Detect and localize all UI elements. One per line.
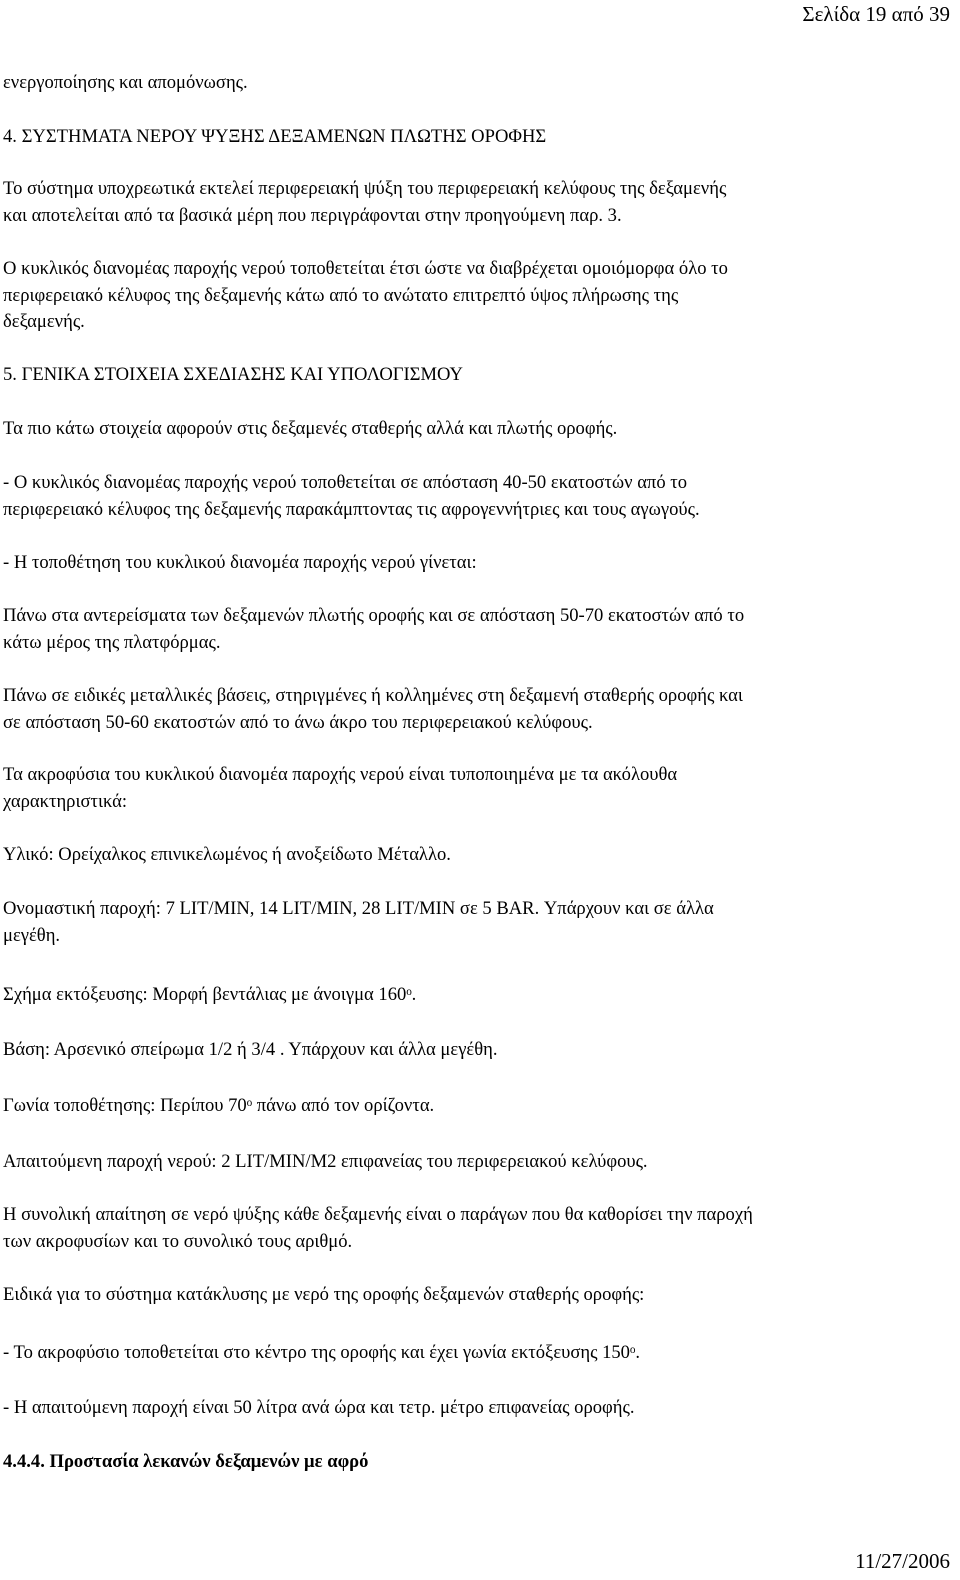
paragraph-nozzle-center: - Το ακροφύσιο τοποθετείται στο κέντρο της οροφής και έχει γωνία εκτόξευσης 150ᵒ. [3, 1342, 640, 1363]
spec-spray-shape: Σχήμα εκτόξευσης: Μορφή βεντάλιας με άνοιγμα 160ᵒ. [3, 984, 417, 1005]
page-footer-date: 11/27/2006 [855, 1549, 950, 1573]
spec-base: Βάση: Αρσενικό σπείρωμα 1/2 ή 3/4 . Υπάρχουν και άλλα μεγέθη. [3, 1039, 498, 1060]
spec-material: Υλικό: Ορείχαλκος επινικελωμένος ή ανοξείδωτο Μέταλλο. [3, 844, 451, 865]
paragraph-system-description: Το σύστημα υποχρεωτικά εκτελεί περιφερειακή ψύξη του περιφερειακή κελύφους της δεξαμενής και αποτελείται από τα βασικά μέρη που περιγράφονται στην προηγούμενη παρ. 3. [3, 178, 727, 226]
spec-angle: Γωνία τοποθέτησης: Περίπου 70ᵒ πάνω από τον ορίζοντα. [3, 1095, 435, 1116]
paragraph-required-rate: - Η απαιτούμενη παροχή είναι 50 λίτρα ανά ώρα και τετρ. μέτρο επιφανείας οροφής. [3, 1397, 635, 1418]
paragraph-fixed-roof-deluge: Ειδικά για το σύστημα κατάκλυσης με νερό της οροφής δεξαμενών σταθερής οροφής: [3, 1284, 645, 1305]
section-heading-4: 4. ΣΥΣΤΗΜΑΤΑ ΝΕΡΟΥ ΨΥΞΗΣ ΔΕΞΑΜΕΝΩΝ ΠΛΩΤΗΣ ΟΡΟΦΗΣ [3, 126, 547, 147]
paragraph-nozzles: Τα ακροφύσια του κυκλικού διανομέα παροχής νερού είναι τυποποιημένα με τα ακόλουθα χαρακτηριστικά: [3, 764, 678, 812]
paragraph-general-data: Τα πιο κάτω στοιχεία αφορούν στις δεξαμενές σταθερής αλλά και πλωτής οροφής. [3, 418, 618, 439]
paragraph-ring-distributor: Ο κυκλικός διανομέας παροχής νερού τοποθετείται έτσι ώστε να διαβρέχεται ομοιόμορφα όλο το περιφερειακό κέλυφος της δεξαμενής κάτω από το ανώτατο επιτρεπτό ύψος πλήρωσης της δεξαμενής. [3, 258, 728, 332]
section-heading-5: 5. ΓΕΝΙΚΑ ΣΤΟΙΧΕΙΑ ΣΧΕΔΙΑΣΗΣ ΚΑΙ ΥΠΟΛΟΓΙΣΜΟΥ [3, 364, 463, 385]
paragraph-total-demand: Η συνολική απαίτηση σε νερό ψύξης κάθε δεξαμενής είναι ο παράγων που θα καθορίσει την παροχή των ακροφυσίων και το συνολικό τους αριθμό. [3, 1204, 753, 1252]
paragraph-floating-roof: Πάνω στα αντερείσματα των δεξαμενών πλωτής οροφής και σε απόσταση 50-70 εκατοστών από το κάτω μέρος της πλατφόρμας. [3, 605, 745, 653]
paragraph-fixed-roof: Πάνω σε ειδικές μεταλλικές βάσεις, στηριγμένες ή κολλημένες στη δεξαμενή σταθερής οροφής και σε απόσταση 50-60 εκατοστών από το άνω άκρο του περιφερειακού κελύφους. [3, 685, 743, 733]
subsection-heading-4-4-4: 4.4.4. Προστασία λεκανών δεξαμενών με αφρό [3, 1451, 369, 1472]
spec-required-flow: Απαιτούμενη παροχή νερού: 2 LIT/MIN/M2 επιφανείας του περιφερειακού κελύφους. [3, 1151, 648, 1172]
paragraph-distance: - Ο κυκλικός διανομέας παροχής νερού τοποθετείται σε απόσταση 40-50 εκατοστών από το περιφερειακό κέλυφος της δεξαμενής παρακάμπτοντας τις αφρογεννήτριες και τους αγωγούς. [3, 472, 700, 520]
spec-flow: Ονομαστική παροχή: 7 LIT/MIN, 14 LIT/MIN, 28 LIT/MIN σε 5 BAR. Υπάρχουν και σε άλλα μεγέθη. [3, 898, 714, 946]
paragraph-placement-intro: - Η τοποθέτηση του κυκλικού διανομέα παροχής νερού γίνεται: [3, 552, 477, 573]
paragraph-continuation: ενεργοποίησης και απομόνωσης. [3, 72, 248, 93]
page-header: Σελίδα 19 από 39 [802, 2, 950, 26]
